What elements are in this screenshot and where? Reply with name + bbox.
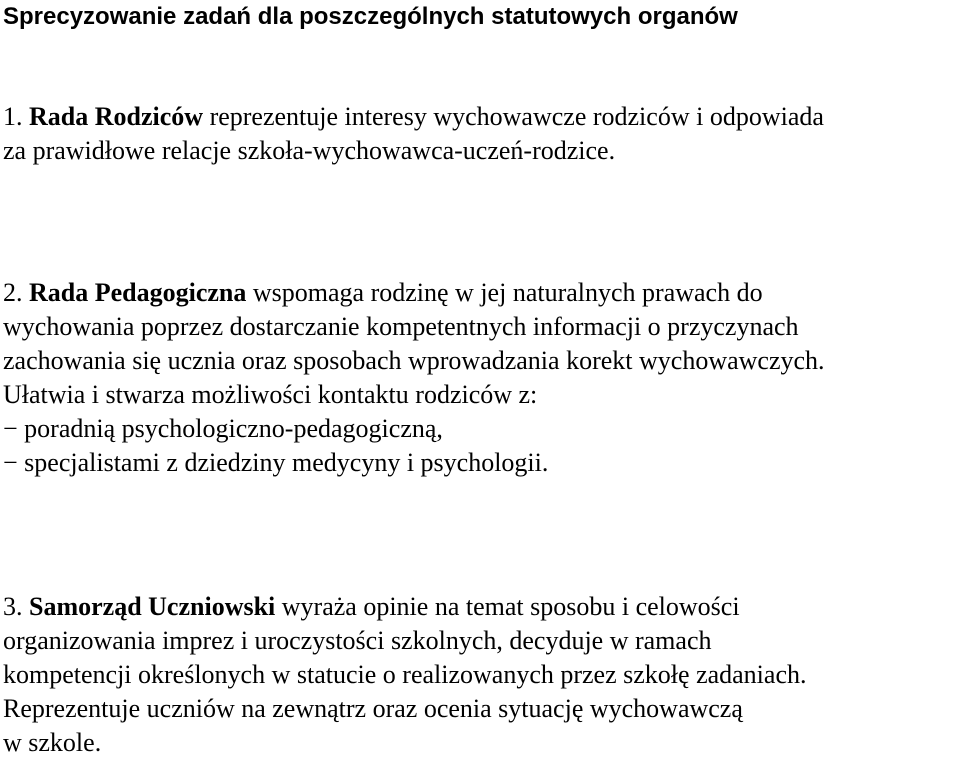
section-number: 3. <box>3 592 23 621</box>
section-rada-pedagogiczna <box>3 276 955 480</box>
section-term: Rada Pedagogiczna <box>29 278 247 307</box>
section-samorzad-uczniowski <box>3 590 955 760</box>
section-line <box>3 590 955 624</box>
section-line: Reprezentuje uczniów na zewnątrz oraz ocenia sytuację wychowawczą <box>3 694 743 723</box>
section-number: 1. <box>3 102 23 131</box>
section-number: 2. <box>3 278 23 307</box>
section-term: Samorząd Uczniowski <box>29 592 276 621</box>
section-line <box>3 100 955 134</box>
section-line <box>3 276 955 310</box>
section-text: reprezentuje interesy wychowawcze rodziców i odpowiada <box>203 102 824 131</box>
section-term: Rada Rodziców <box>29 102 204 131</box>
document-heading: Sprecyzowanie zadań dla poszczególnych statutowych organów <box>3 3 738 30</box>
section-line: organizowania imprez i uroczystości szkolnych, decyduje w ramach <box>3 626 712 655</box>
section-line: za prawidłowe relacje szkoła-wychowawca-uczeń-rodzice. <box>3 136 616 165</box>
section-line: wychowania poprzez dostarczanie kompetentnych informacji o przyczynach <box>3 312 799 341</box>
section-line: zachowania się ucznia oraz sposobach wprowadzania korekt wychowawczych. <box>3 346 825 375</box>
section-line: kompetencji określonych w statucie o realizowanych przez szkołę zadaniach. <box>3 660 807 689</box>
list-item: − specjalistami z dziedziny medycyny i psychologii. <box>3 448 549 477</box>
section-text: wyraża opinie na temat sposobu i celowości <box>275 592 740 621</box>
section-text: wspomaga rodzinę w jej naturalnych prawach do <box>246 278 763 307</box>
section-rada-rodzicow <box>3 100 955 168</box>
section-line: Ułatwia i stwarza możliwości kontaktu rodziców z: <box>3 380 538 409</box>
section-line: w szkole. <box>3 728 102 757</box>
list-item: − poradnią psychologiczno-pedagogiczną, <box>3 414 443 443</box>
